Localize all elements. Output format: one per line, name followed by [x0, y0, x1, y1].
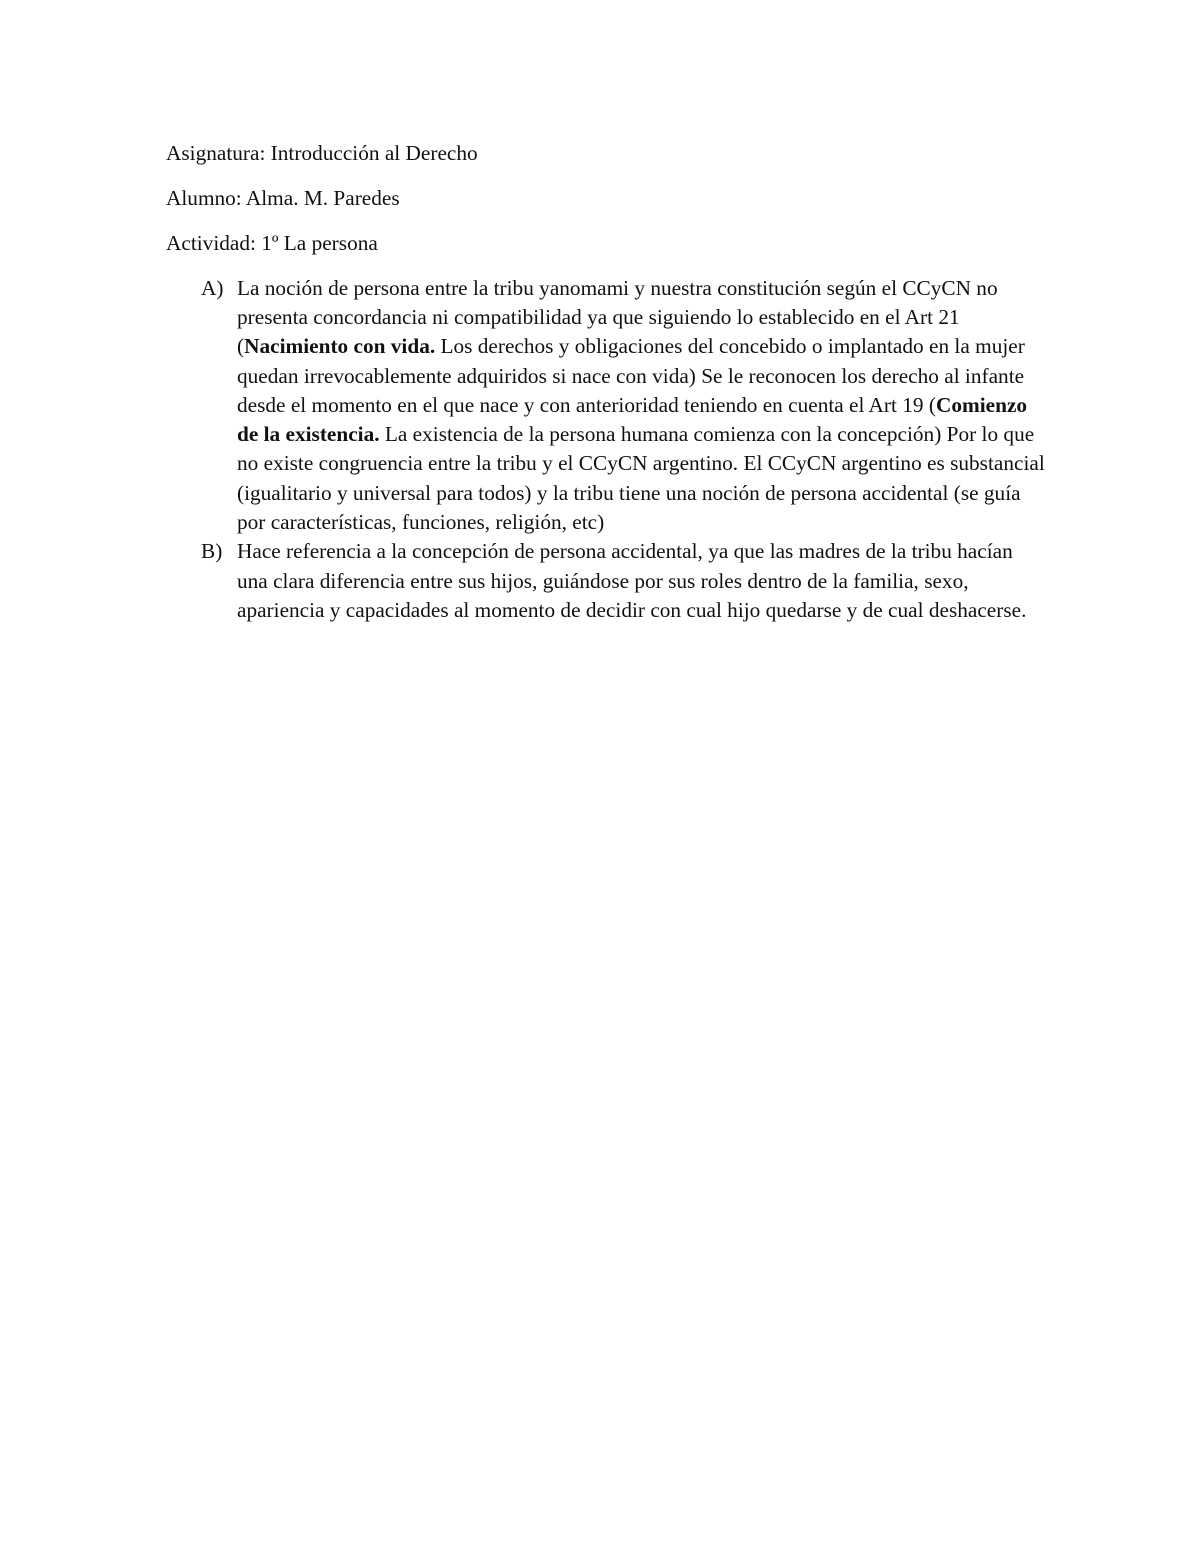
answer-a [166, 274, 1046, 538]
answer-a-part-3: La existencia de la persona humana comienza con la concepción) Por lo que no existe congruencia entre la tribu y el CCyCN argentino. El CCyCN argentino es substancial (igualitario y universal para todos) y la tribu tiene una noción de persona accidental (se guía por características, funciones, religión, etc) [237, 422, 1045, 535]
document-body [166, 139, 1046, 625]
answer-a-bold-article-21: Nacimiento con vida. [244, 334, 436, 359]
answer-b-text: Hace referencia a la concepción de persona accidental, ya que las madres de la tribu hacían una clara diferencia entre sus hijos, guiándose por sus roles dentro de la familia, sexo, apariencia y capacidades al momento de decidir con cual hijo quedarse y de cual deshacerse. [237, 539, 1027, 622]
subject-line: Asignatura: Introducción al Derecho [166, 141, 478, 165]
answer-a-text [237, 274, 1046, 538]
activity-line: Actividad: 1º La persona [166, 230, 378, 255]
answer-b [166, 537, 1046, 625]
answer-a-bold-article-19: Comienzo de la existencia. [237, 392, 1028, 447]
answers-list [166, 274, 1046, 626]
answer-a-marker: A) [201, 275, 224, 300]
answer-a-part-1: La noción de persona entre la tribu yanomami y nuestra constitución según el CCyCN no presenta concordancia ni compatibilidad ya que siguiendo lo establecido en el Art 21 ( [237, 275, 998, 359]
answer-b-marker: B) [201, 539, 223, 564]
answer-a-part-2: Los derechos y obligaciones del concebido o implantado en la mujer quedan irrevocablemente adquiridos si nace con vida) Se le reconocen los derecho al infante desde el momento en el que nace y con anterioridad teniendo en cuenta el Art 19 ( [237, 334, 1025, 417]
student-line: Alumno: Alma. M. Paredes [166, 185, 400, 210]
